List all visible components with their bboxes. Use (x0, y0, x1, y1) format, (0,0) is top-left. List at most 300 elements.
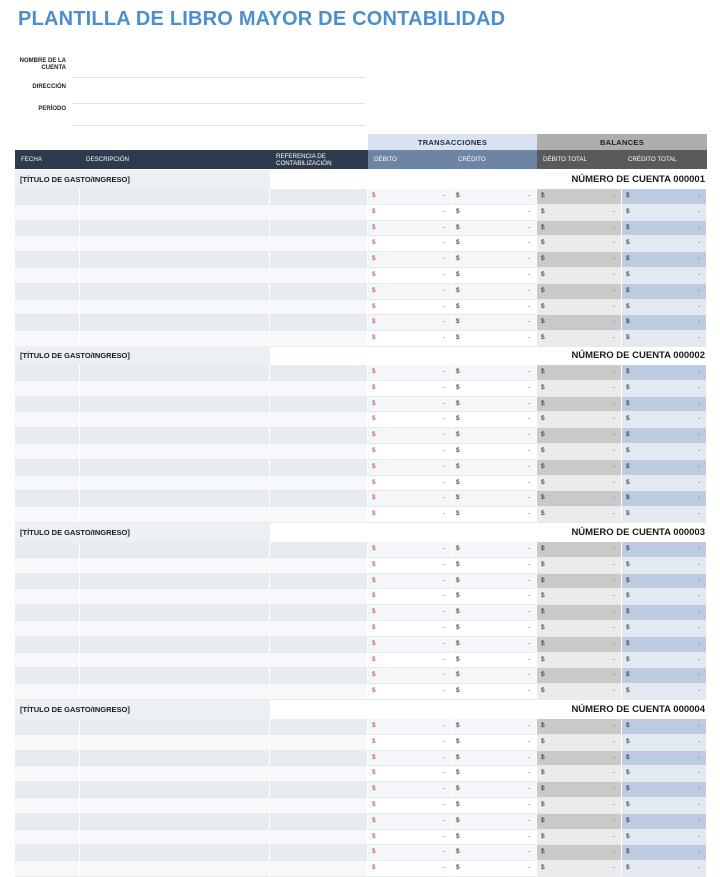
descripcion-cell[interactable] (80, 845, 270, 861)
debito-total-cell[interactable] (537, 365, 622, 381)
credito-total-cell[interactable] (622, 397, 707, 413)
credito-cell[interactable] (452, 221, 537, 237)
debito-cell[interactable] (368, 221, 452, 237)
debito-cell[interactable] (368, 845, 452, 861)
credito-cell[interactable] (452, 782, 537, 798)
referencia-cell[interactable] (270, 830, 368, 846)
amount-value: - (612, 239, 615, 247)
fecha-cell[interactable] (15, 830, 80, 846)
credito-total-cell[interactable] (622, 381, 707, 397)
credito-total-cell[interactable] (622, 605, 707, 621)
debito-total-cell[interactable] (537, 558, 622, 574)
section-title[interactable]: [TÍTULO DE GASTO/INGRESO] (15, 523, 270, 542)
credito-total-cell[interactable] (622, 221, 707, 237)
debito-cell[interactable] (368, 653, 452, 669)
descripcion-cell[interactable] (80, 684, 270, 700)
credito-cell[interactable] (452, 507, 537, 523)
debito-cell[interactable] (368, 668, 452, 684)
debito-total-cell[interactable] (537, 236, 622, 252)
debito-cell[interactable] (368, 574, 452, 590)
debito-cell[interactable] (368, 381, 452, 397)
amount-value: - (697, 462, 700, 470)
debito-total-cell[interactable] (537, 412, 622, 428)
fecha-cell[interactable] (15, 491, 80, 507)
fecha-cell[interactable] (15, 542, 80, 558)
credito-total-cell[interactable] (622, 460, 707, 476)
debito-total-cell[interactable] (537, 735, 622, 751)
debito-cell[interactable] (368, 830, 452, 846)
credito-cell[interactable] (452, 574, 537, 590)
credito-cell[interactable] (452, 845, 537, 861)
debito-total-cell[interactable] (537, 397, 622, 413)
credito-cell[interactable] (452, 300, 537, 316)
referencia-cell[interactable] (270, 221, 368, 237)
debito-total-cell[interactable] (537, 766, 622, 782)
referencia-cell[interactable] (270, 491, 368, 507)
credito-cell[interactable] (452, 331, 537, 347)
referencia-cell[interactable] (270, 476, 368, 492)
credito-cell[interactable] (452, 542, 537, 558)
debito-total-cell[interactable] (537, 668, 622, 684)
descripcion-cell[interactable] (80, 236, 270, 252)
descripcion-cell[interactable] (80, 798, 270, 814)
debito-total-cell[interactable] (537, 221, 622, 237)
credito-total-cell[interactable] (622, 798, 707, 814)
referencia-cell[interactable] (270, 331, 368, 347)
descripcion-cell[interactable] (80, 412, 270, 428)
credito-total-cell[interactable] (622, 444, 707, 460)
debito-cell[interactable] (368, 205, 452, 221)
referencia-cell[interactable] (270, 684, 368, 700)
debito-cell[interactable] (368, 365, 452, 381)
referencia-cell[interactable] (270, 782, 368, 798)
section-title[interactable]: [TÍTULO DE GASTO/INGRESO] (15, 346, 270, 365)
descripcion-cell[interactable] (80, 268, 270, 284)
debito-total-cell[interactable] (537, 798, 622, 814)
descripcion-cell[interactable] (80, 221, 270, 237)
credito-total-cell[interactable] (622, 668, 707, 684)
referencia-cell[interactable] (270, 589, 368, 605)
credito-cell[interactable] (452, 637, 537, 653)
descripcion-cell[interactable] (80, 460, 270, 476)
fecha-cell[interactable] (15, 365, 80, 381)
credito-total-cell[interactable] (622, 719, 707, 735)
referencia-cell[interactable] (270, 845, 368, 861)
debito-cell[interactable] (368, 782, 452, 798)
debito-total-cell[interactable] (537, 814, 622, 830)
debito-total-cell[interactable] (537, 589, 622, 605)
debito-total-cell[interactable] (537, 460, 622, 476)
credito-total-cell[interactable] (622, 252, 707, 268)
debito-total-cell[interactable] (537, 542, 622, 558)
debito-total-cell[interactable] (537, 574, 622, 590)
descripcion-cell[interactable] (80, 189, 270, 205)
debito-cell[interactable] (368, 460, 452, 476)
descripcion-cell[interactable] (80, 331, 270, 347)
credito-total-cell[interactable] (622, 861, 707, 877)
credito-total-cell[interactable] (622, 428, 707, 444)
descripcion-cell[interactable] (80, 365, 270, 381)
credito-cell[interactable] (452, 798, 537, 814)
fecha-cell[interactable] (15, 476, 80, 492)
debito-total-cell[interactable] (537, 719, 622, 735)
fecha-cell[interactable] (15, 574, 80, 590)
credito-cell[interactable] (452, 268, 537, 284)
descripcion-cell[interactable] (80, 735, 270, 751)
descripcion-cell[interactable] (80, 814, 270, 830)
descripcion-cell[interactable] (80, 542, 270, 558)
credito-total-cell[interactable] (622, 830, 707, 846)
credito-total-cell[interactable] (622, 476, 707, 492)
descripcion-cell[interactable] (80, 315, 270, 331)
credito-total-cell[interactable] (622, 491, 707, 507)
debito-total-cell[interactable] (537, 605, 622, 621)
debito-total-cell[interactable] (537, 830, 622, 846)
debito-cell[interactable] (368, 637, 452, 653)
descripcion-cell[interactable] (80, 558, 270, 574)
credito-total-cell[interactable] (622, 331, 707, 347)
credito-cell[interactable] (452, 684, 537, 700)
descripcion-cell[interactable] (80, 300, 270, 316)
referencia-cell[interactable] (270, 814, 368, 830)
credito-cell[interactable] (452, 284, 537, 300)
credito-total-cell[interactable] (622, 814, 707, 830)
debito-total-cell[interactable] (537, 315, 622, 331)
debito-cell[interactable] (368, 542, 452, 558)
referencia-cell[interactable] (270, 766, 368, 782)
referencia-cell[interactable] (270, 268, 368, 284)
credito-cell[interactable] (452, 766, 537, 782)
debito-total-cell[interactable] (537, 845, 622, 861)
fecha-cell[interactable] (15, 397, 80, 413)
referencia-cell[interactable] (270, 668, 368, 684)
debito-cell[interactable] (368, 798, 452, 814)
debito-total-cell[interactable] (537, 476, 622, 492)
fecha-cell[interactable] (15, 412, 80, 428)
currency-symbol: $ (541, 302, 545, 310)
referencia-cell[interactable] (270, 428, 368, 444)
fecha-cell[interactable] (15, 668, 80, 684)
debito-total-cell[interactable] (537, 268, 622, 284)
fecha-cell[interactable] (15, 284, 80, 300)
debito-total-cell[interactable] (537, 252, 622, 268)
debito-cell[interactable] (368, 189, 452, 205)
debito-cell[interactable] (368, 236, 452, 252)
credito-total-cell[interactable] (622, 845, 707, 861)
credito-total-cell[interactable] (622, 751, 707, 767)
credito-cell[interactable] (452, 428, 537, 444)
debito-cell[interactable] (368, 284, 452, 300)
debito-total-cell[interactable] (537, 189, 622, 205)
account-name-field[interactable] (72, 58, 365, 78)
debito-cell[interactable] (368, 268, 452, 284)
descripcion-cell[interactable] (80, 252, 270, 268)
credito-cell[interactable] (452, 605, 537, 621)
credito-cell[interactable] (452, 189, 537, 205)
credito-cell[interactable] (452, 751, 537, 767)
credito-total-cell[interactable] (622, 189, 707, 205)
credito-total-cell[interactable] (622, 589, 707, 605)
fecha-cell[interactable] (15, 381, 80, 397)
credito-total-cell[interactable] (622, 684, 707, 700)
credito-total-cell[interactable] (622, 766, 707, 782)
credito-total-cell[interactable] (622, 365, 707, 381)
fecha-cell[interactable] (15, 252, 80, 268)
fecha-cell[interactable] (15, 845, 80, 861)
referencia-cell[interactable] (270, 205, 368, 221)
fecha-cell[interactable] (15, 428, 80, 444)
fecha-cell[interactable] (15, 268, 80, 284)
descripcion-cell[interactable] (80, 861, 270, 877)
referencia-cell[interactable] (270, 300, 368, 316)
referencia-cell[interactable] (270, 574, 368, 590)
referencia-cell[interactable] (270, 189, 368, 205)
fecha-cell[interactable] (15, 189, 80, 205)
referencia-cell[interactable] (270, 365, 368, 381)
debito-total-cell[interactable] (537, 861, 622, 877)
section-title[interactable]: [TÍTULO DE GASTO/INGRESO] (15, 700, 270, 719)
descripcion-cell[interactable] (80, 507, 270, 523)
debito-cell[interactable] (368, 491, 452, 507)
debito-cell[interactable] (368, 766, 452, 782)
fecha-cell[interactable] (15, 782, 80, 798)
debito-cell[interactable] (368, 735, 452, 751)
credito-cell[interactable] (452, 460, 537, 476)
fecha-cell[interactable] (15, 507, 80, 523)
descripcion-cell[interactable] (80, 830, 270, 846)
credito-total-cell[interactable] (622, 284, 707, 300)
credito-cell[interactable] (452, 719, 537, 735)
credito-total-cell[interactable] (622, 300, 707, 316)
descripcion-cell[interactable] (80, 205, 270, 221)
descripcion-cell[interactable] (80, 574, 270, 590)
fecha-cell[interactable] (15, 766, 80, 782)
debito-cell[interactable] (368, 331, 452, 347)
referencia-cell[interactable] (270, 542, 368, 558)
credito-cell[interactable] (452, 814, 537, 830)
referencia-cell[interactable] (270, 284, 368, 300)
currency-symbol: $ (372, 623, 376, 631)
credito-total-cell[interactable] (622, 542, 707, 558)
debito-cell[interactable] (368, 444, 452, 460)
credito-cell[interactable] (452, 653, 537, 669)
debito-total-cell[interactable] (537, 284, 622, 300)
debito-cell[interactable] (368, 719, 452, 735)
credito-cell[interactable] (452, 205, 537, 221)
debito-total-cell[interactable] (537, 782, 622, 798)
debito-total-cell[interactable] (537, 491, 622, 507)
referencia-cell[interactable] (270, 412, 368, 428)
debito-cell[interactable] (368, 428, 452, 444)
referencia-cell[interactable] (270, 605, 368, 621)
referencia-cell[interactable] (270, 735, 368, 751)
fecha-cell[interactable] (15, 798, 80, 814)
credito-total-cell[interactable] (622, 268, 707, 284)
credito-cell[interactable] (452, 381, 537, 397)
credito-total-cell[interactable] (622, 412, 707, 428)
debito-cell[interactable] (368, 589, 452, 605)
descripcion-cell[interactable] (80, 653, 270, 669)
fecha-cell[interactable] (15, 814, 80, 830)
currency-symbol: $ (372, 494, 376, 502)
debito-total-cell[interactable] (537, 637, 622, 653)
address-field[interactable] (72, 84, 365, 104)
debito-cell[interactable] (368, 558, 452, 574)
debito-cell[interactable] (368, 252, 452, 268)
debito-total-cell[interactable] (537, 653, 622, 669)
descripcion-cell[interactable] (80, 397, 270, 413)
fecha-cell[interactable] (15, 300, 80, 316)
descripcion-cell[interactable] (80, 476, 270, 492)
credito-total-cell[interactable] (622, 205, 707, 221)
credito-total-cell[interactable] (622, 507, 707, 523)
referencia-cell[interactable] (270, 507, 368, 523)
descripcion-cell[interactable] (80, 605, 270, 621)
fecha-cell[interactable] (15, 621, 80, 637)
credito-total-cell[interactable] (622, 236, 707, 252)
debito-total-cell[interactable] (537, 444, 622, 460)
debito-total-cell[interactable] (537, 300, 622, 316)
section-title[interactable]: [TÍTULO DE GASTO/INGRESO] (15, 170, 270, 189)
debito-cell[interactable] (368, 300, 452, 316)
credito-cell[interactable] (452, 589, 537, 605)
referencia-cell[interactable] (270, 397, 368, 413)
credito-total-cell[interactable] (622, 315, 707, 331)
amount-value: - (612, 494, 615, 502)
fecha-cell[interactable] (15, 205, 80, 221)
referencia-cell[interactable] (270, 719, 368, 735)
descripcion-cell[interactable] (80, 782, 270, 798)
fecha-cell[interactable] (15, 653, 80, 669)
credito-total-cell[interactable] (622, 621, 707, 637)
descripcion-cell[interactable] (80, 428, 270, 444)
debito-cell[interactable] (368, 397, 452, 413)
referencia-cell[interactable] (270, 621, 368, 637)
debito-cell[interactable] (368, 861, 452, 877)
descripcion-cell[interactable] (80, 751, 270, 767)
debito-total-cell[interactable] (537, 205, 622, 221)
referencia-cell[interactable] (270, 236, 368, 252)
fecha-cell[interactable] (15, 460, 80, 476)
fecha-cell[interactable] (15, 719, 80, 735)
descripcion-cell[interactable] (80, 668, 270, 684)
fecha-cell[interactable] (15, 735, 80, 751)
debito-total-cell[interactable] (537, 684, 622, 700)
debito-total-cell[interactable] (537, 751, 622, 767)
credito-cell[interactable] (452, 735, 537, 751)
debito-total-cell[interactable] (537, 621, 622, 637)
debito-cell[interactable] (368, 507, 452, 523)
referencia-cell[interactable] (270, 751, 368, 767)
debito-cell[interactable] (368, 751, 452, 767)
fecha-cell[interactable] (15, 331, 80, 347)
credito-total-cell[interactable] (622, 653, 707, 669)
credito-cell[interactable] (452, 315, 537, 331)
credito-total-cell[interactable] (622, 782, 707, 798)
fecha-cell[interactable] (15, 558, 80, 574)
debito-total-cell[interactable] (537, 507, 622, 523)
currency-symbol: $ (626, 368, 630, 375)
debito-cell[interactable] (368, 605, 452, 621)
amount-value: - (612, 383, 615, 391)
credito-cell[interactable] (452, 397, 537, 413)
currency-symbol: $ (456, 239, 460, 247)
referencia-cell[interactable] (270, 637, 368, 653)
referencia-cell[interactable] (270, 460, 368, 476)
fecha-cell[interactable] (15, 637, 80, 653)
fecha-cell[interactable] (15, 444, 80, 460)
debito-cell[interactable] (368, 476, 452, 492)
referencia-cell[interactable] (270, 653, 368, 669)
amount-value: - (697, 494, 700, 502)
credito-cell[interactable] (452, 621, 537, 637)
descripcion-cell[interactable] (80, 381, 270, 397)
credito-cell[interactable] (452, 558, 537, 574)
credito-total-cell[interactable] (622, 637, 707, 653)
descripcion-cell[interactable] (80, 766, 270, 782)
amount-value: - (612, 270, 615, 278)
fecha-cell[interactable] (15, 751, 80, 767)
debito-cell[interactable] (368, 315, 452, 331)
fecha-cell[interactable] (15, 605, 80, 621)
credito-cell[interactable] (452, 444, 537, 460)
credito-cell[interactable] (452, 476, 537, 492)
credito-total-cell[interactable] (622, 558, 707, 574)
period-field[interactable] (72, 106, 365, 126)
referencia-cell[interactable] (270, 252, 368, 268)
debito-cell[interactable] (368, 412, 452, 428)
credito-total-cell[interactable] (622, 735, 707, 751)
descripcion-cell[interactable] (80, 491, 270, 507)
fecha-cell[interactable] (15, 236, 80, 252)
credito-cell[interactable] (452, 412, 537, 428)
descripcion-cell[interactable] (80, 719, 270, 735)
fecha-cell[interactable] (15, 221, 80, 237)
debito-total-cell[interactable] (537, 428, 622, 444)
credito-cell[interactable] (452, 668, 537, 684)
referencia-cell[interactable] (270, 315, 368, 331)
descripcion-cell[interactable] (80, 284, 270, 300)
credito-cell[interactable] (452, 830, 537, 846)
credito-cell[interactable] (452, 236, 537, 252)
credito-cell[interactable] (452, 365, 537, 381)
fecha-cell[interactable] (15, 589, 80, 605)
descripcion-cell[interactable] (80, 444, 270, 460)
fecha-cell[interactable] (15, 861, 80, 877)
debito-cell[interactable] (368, 621, 452, 637)
fecha-cell[interactable] (15, 315, 80, 331)
descripcion-cell[interactable] (80, 621, 270, 637)
credito-cell[interactable] (452, 861, 537, 877)
credito-cell[interactable] (452, 491, 537, 507)
referencia-cell[interactable] (270, 444, 368, 460)
referencia-cell[interactable] (270, 861, 368, 877)
referencia-cell[interactable] (270, 798, 368, 814)
debito-total-cell[interactable] (537, 381, 622, 397)
debito-total-cell[interactable] (537, 331, 622, 347)
fecha-cell[interactable] (15, 684, 80, 700)
debito-cell[interactable] (368, 684, 452, 700)
credito-total-cell[interactable] (622, 574, 707, 590)
credito-cell[interactable] (452, 252, 537, 268)
currency-symbol: $ (372, 399, 376, 407)
descripcion-cell[interactable] (80, 589, 270, 605)
descripcion-cell[interactable] (80, 637, 270, 653)
referencia-cell[interactable] (270, 558, 368, 574)
debito-cell[interactable] (368, 814, 452, 830)
referencia-cell[interactable] (270, 381, 368, 397)
col-descripcion: DESCRIPCIÓN (86, 156, 129, 163)
